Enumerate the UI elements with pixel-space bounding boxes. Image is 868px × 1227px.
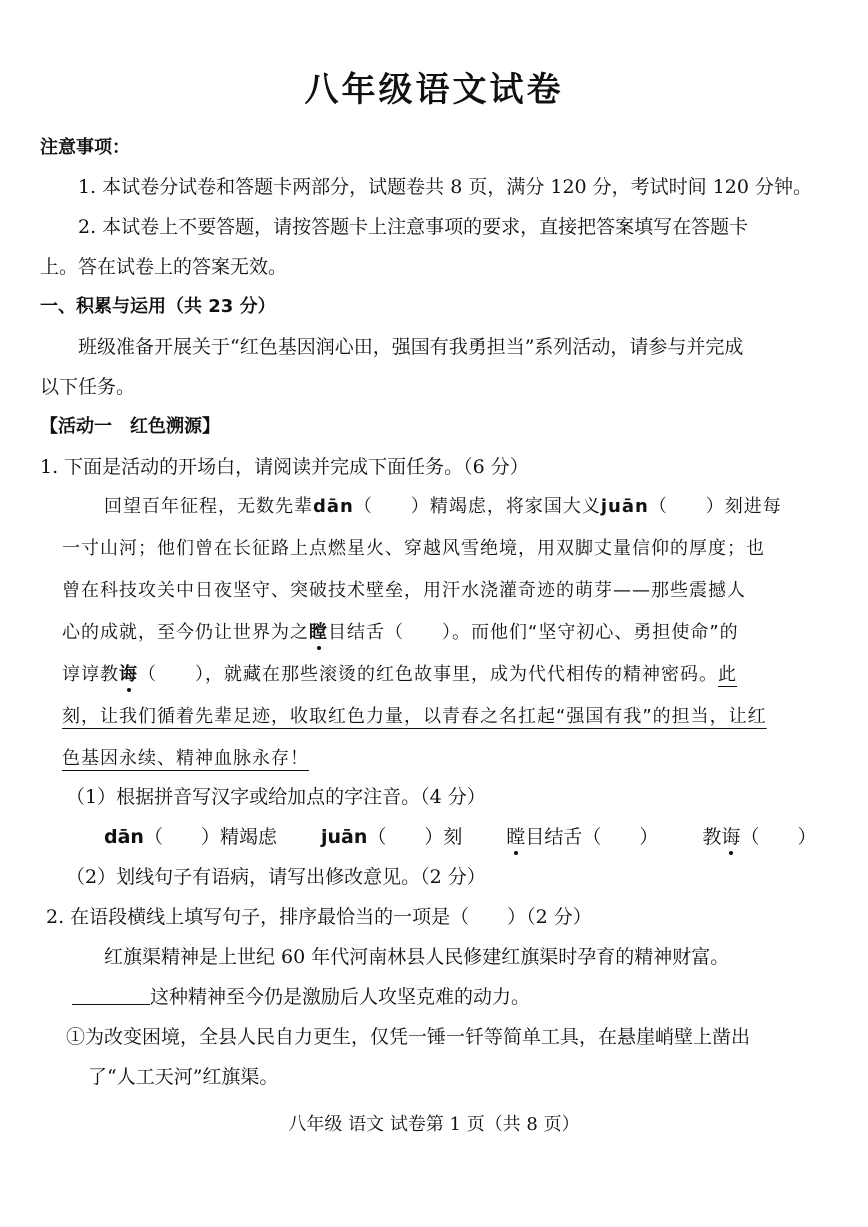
q1-passage-line2: 一寸山河；他们曾在长征路上点燃星火、穿越风雪绝境，用双脚丈量信仰的厚度；也	[62, 538, 765, 559]
section1-intro-a: 班级准备开展关于“红色基因润心田，强国有我勇担当”系列活动，请参与并完成	[78, 336, 744, 358]
dotted-char: 诲	[119, 664, 138, 685]
q1-sub1: （1）根据拼音写汉字或给加点的字注音。（4 分）	[66, 786, 486, 808]
passage-text: 这种精神至今仍是激励后人攻坚克难的动力。	[150, 986, 531, 1008]
pinyin-juan: juān	[600, 496, 649, 517]
answer-item: （ ）精竭虑	[143, 826, 277, 848]
dotted-char: 诲	[721, 826, 741, 848]
notice-heading: 注意事项：	[40, 137, 130, 158]
q1-sub2: （2）划线句子有语病，请写出修改意见。（2 分）	[66, 866, 486, 888]
answer-item: （ ）	[740, 826, 817, 848]
pinyin-dan: dān	[104, 826, 144, 848]
q2-passage-2	[72, 982, 530, 1009]
underlined-sentence: 此	[718, 664, 737, 685]
page-footer: 八年级 语文 试卷第 1 页（共 8 页）	[288, 1114, 580, 1135]
q1-passage-line3: 曾在科技攻关中日夜坚守、突破技术壁垒，用汗水浇灌奇迹的萌芽——那些震撼人	[62, 580, 746, 601]
passage-text: （ ），就藏在那些滚烫的红色故事里，成为代代相传的精神密码。	[138, 664, 718, 685]
q1-passage-line5	[62, 660, 737, 686]
passage-text: （ ）刻进每	[648, 496, 782, 517]
passage-text: （ ）精竭虑，将家国大义	[353, 496, 601, 517]
passage-text: 心的成就，至今仍让世界为之	[62, 622, 309, 643]
page-title: 八年级语文试卷	[304, 70, 564, 110]
passage-text: 回望百年征程，无数先辈	[104, 496, 313, 517]
q2-stem: 2. 在语段横线上填写句子，排序最恰当的一项是（ ）（2 分）	[46, 906, 592, 928]
section1-heading: 一、积累与运用（共 23 分）	[40, 296, 276, 317]
q1-sub1-items	[104, 822, 816, 849]
passage-text: 谆谆教	[62, 664, 119, 685]
q1-passage-line1	[104, 492, 782, 518]
answer-item: 目结舌（ ）	[525, 826, 659, 848]
q1-passage-line4	[62, 618, 739, 644]
underlined-sentence: 刻，让我们循着先辈足迹，收取红色力量，以青春之名扛起“强国有我”的担当，让红	[62, 706, 767, 727]
pinyin-dan: dān	[313, 496, 354, 517]
notice-item-1: 1. 本试卷分试卷和答题卡两部分，试题卷共 8 页，满分 120 分，考试时间 120 分钟。	[78, 176, 813, 198]
q1-stem: 1. 下面是活动的开场白，请阅读并完成下面任务。（6 分）	[40, 456, 529, 478]
passage-text: 目结舌（ ）。而他们“坚守初心、勇担使命”的	[328, 622, 739, 643]
answer-item: （ ）刻	[367, 826, 463, 848]
q2-option-1b: 了“人工天河”红旗渠。	[88, 1066, 279, 1088]
q2-passage-1: 红旗渠精神是上世纪 60 年代河南林县人民修建红旗渠时孕育的精神财富。	[104, 946, 730, 968]
dotted-char: 瞠	[309, 622, 328, 643]
notice-item-2a: 2. 本试卷上不要答题，请按答题卡上注意事项的要求，直接把答案填写在答题卡	[78, 216, 749, 238]
notice-item-2b: 上。答在试卷上的答案无效。	[40, 256, 288, 278]
fill-blank-line	[72, 986, 150, 1005]
dotted-char: 瞠	[506, 826, 526, 848]
q2-option-1a: ①为改变困境，全县人民自力更生，仅凭一锤一钎等简单工具，在悬崖峭壁上凿出	[66, 1026, 751, 1048]
answer-item: 教	[702, 826, 722, 848]
section1-intro-b: 以下任务。	[40, 376, 136, 398]
activity1-heading: 【活动一 红色溯源】	[40, 416, 220, 437]
pinyin-juan: juān	[320, 826, 368, 848]
underlined-sentence: 色基因永续、精神血脉永存！	[62, 748, 309, 769]
